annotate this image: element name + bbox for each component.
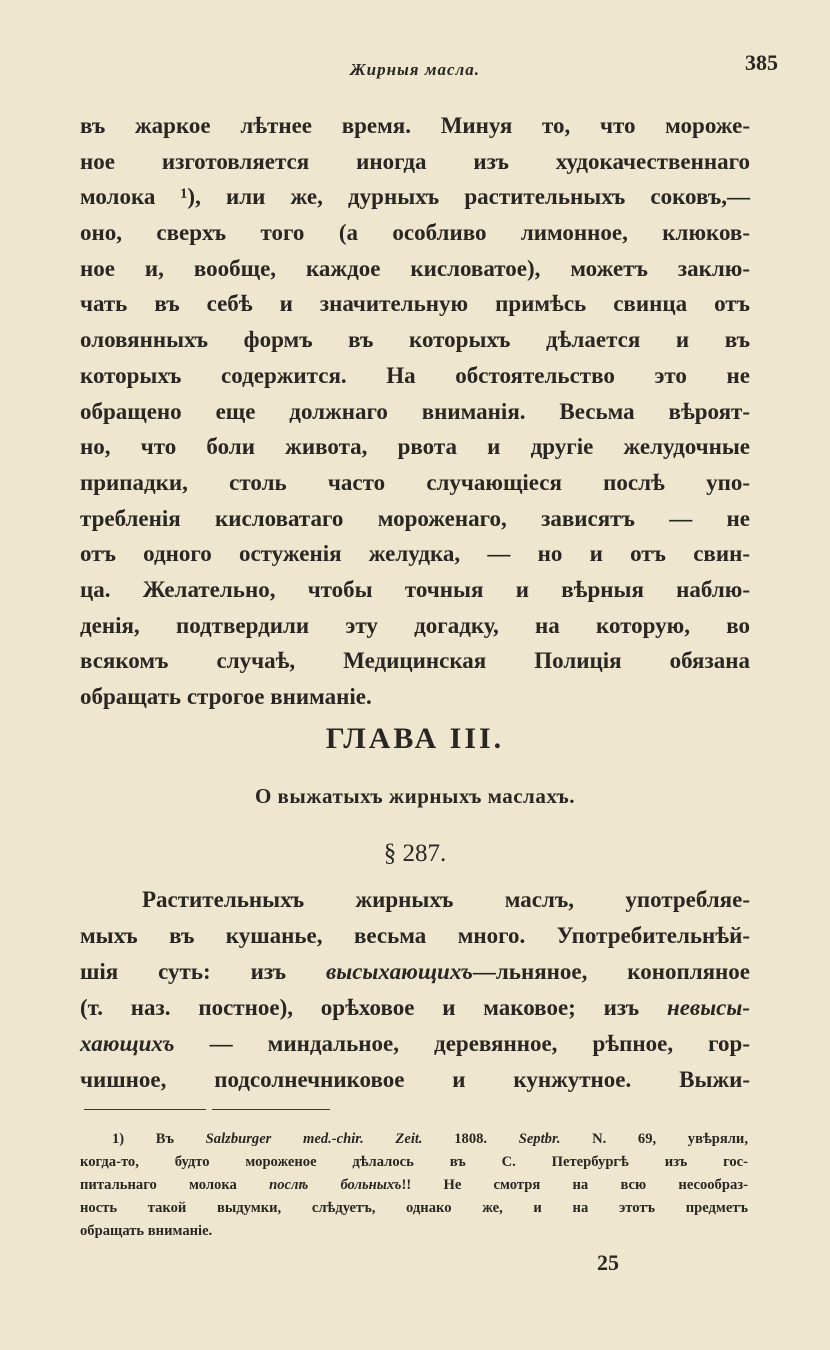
text-run: шія суть: изъ <box>80 959 326 984</box>
footnote-line: обращать вниманіе. <box>80 1223 213 1239</box>
footnote-rule <box>212 1109 330 1110</box>
text-line: требленія кисловатаго мороженаго, зависятъ — не <box>80 505 750 531</box>
text-line: но, что боли живота, рвота и другіе желудочные <box>80 434 750 460</box>
text-line: обращено еще должнаго вниманія. Весьма вѣроят- <box>80 398 750 424</box>
text-line: обращать строгое вниманіе. <box>80 684 372 709</box>
text-run: !! Не смотря на всю несообраз- <box>401 1177 748 1193</box>
text-run: —льняное, конопляное <box>472 959 751 984</box>
footnote <box>80 1128 748 1243</box>
text-line: которыхъ содержится. На обстоятельство это не <box>80 362 750 388</box>
text-line: ца. Желательно, чтобы точныя и вѣрныя наблю- <box>80 576 750 602</box>
text-run: N. 69, увѣряли, <box>560 1131 748 1147</box>
text-line: въ жаркое лѣтнее время. Минуя то, что мороже- <box>80 113 750 138</box>
text-line: чать въ себѣ и значительную примѣсь свинца отъ <box>80 291 750 317</box>
section-number: § 287. <box>383 840 447 867</box>
section-paragraph <box>80 882 750 1098</box>
text-run: 1) Въ <box>112 1131 206 1147</box>
text-line: всякомъ случаѣ, Медицинская Полиція обязана <box>80 648 750 674</box>
emphasis: высыхающихъ <box>325 959 473 984</box>
emphasis: хающихъ <box>80 1031 175 1056</box>
text-line: ное изготовляется иногда изъ худокачественнаго <box>80 148 750 174</box>
text-line: припадки, столь часто случающіеся послѣ упо- <box>80 469 750 495</box>
text-line: ное и, вообще, каждое кисловатое), можетъ заклю- <box>80 255 750 281</box>
footnote-line: ность такой выдумки, слѣдуетъ, однако же, и на этотъ предметъ <box>80 1200 748 1216</box>
text-line: оно, сверхъ того (а особливо лимонное, клюков- <box>80 220 750 246</box>
text-line: денія, подтвердили эту догадку, на которую, во <box>80 612 750 638</box>
text-line: мыхъ въ кушанье, весьма много. Употребительнѣй- <box>80 923 750 948</box>
text-line <box>80 990 750 1026</box>
text-line: отъ одного остуженія желудка, — но и отъ свин- <box>80 541 750 567</box>
footnote-line: когда-то, будто мороженое дѣлалось въ С. Петербургѣ изъ гос- <box>80 1154 748 1170</box>
text-line: чишное, подсолнечниковое и кунжутное. Выжи- <box>80 1067 750 1092</box>
emphasis: Septbr. <box>518 1131 561 1147</box>
page-number: 385 <box>745 50 778 75</box>
emphasis: послѣ больныхъ <box>269 1177 402 1193</box>
text-run: питальнаго молока <box>80 1177 270 1193</box>
text-run: — миндальное, деревянное, рѣпное, гор- <box>174 1031 750 1056</box>
text-line <box>80 954 750 990</box>
text-run: (т. наз. постное), орѣховое и маковое; изъ <box>80 995 667 1020</box>
body-paragraph <box>80 108 750 715</box>
text-line: молока ¹), или же, дурныхъ растительныхъ соковъ,— <box>80 184 750 210</box>
footnote-rule <box>84 1109 206 1110</box>
footnote-line <box>80 1128 748 1151</box>
chapter-subtitle: О выжатыхъ жирныхъ маслахъ. <box>254 784 576 808</box>
running-title: Жирныя масла. <box>350 60 480 79</box>
footnote-line <box>80 1174 748 1197</box>
chapter-title: ГЛАВА III. <box>325 722 505 755</box>
text-run: 1808. <box>422 1131 519 1147</box>
text-line: Растительныхъ жирныхъ маслъ, употребляе- <box>142 887 750 912</box>
emphasis: Salzburger med.-chir. Zeit. <box>205 1131 423 1147</box>
emphasis: невысы- <box>666 995 750 1020</box>
text-line <box>80 1026 750 1062</box>
signature-mark: 25 <box>597 1250 619 1275</box>
running-head <box>0 50 830 86</box>
text-line: оловянныхъ формъ въ которыхъ дѣлается и въ <box>80 327 750 353</box>
